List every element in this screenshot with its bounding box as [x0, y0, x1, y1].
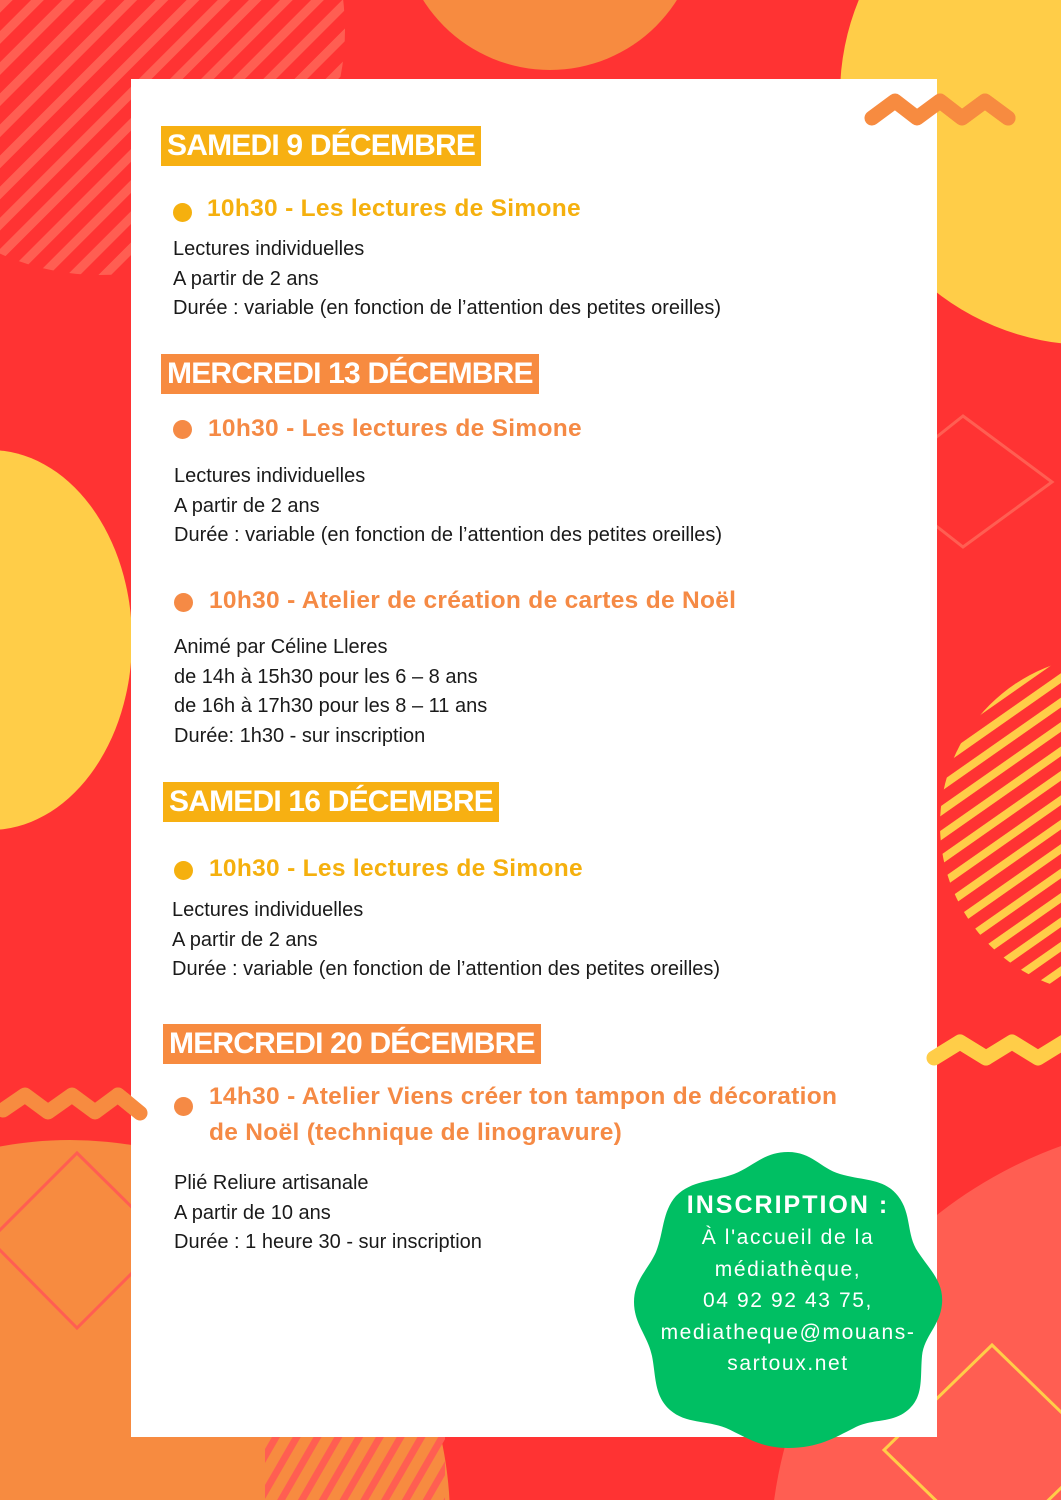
yellow-circle-left	[0, 450, 132, 830]
detail-line: Animé par Céline Lleres	[174, 636, 388, 658]
event-details	[174, 462, 722, 551]
striped-circle-right	[940, 655, 1061, 995]
event-title: 10h30 - Les lectures de Simone	[208, 415, 582, 442]
event-details	[173, 235, 721, 324]
detail-line: Plié Reliure artisanale	[174, 1172, 369, 1194]
event-details	[174, 1169, 482, 1258]
day-heading-mercredi-20: MERCREDI 20 DÉCEMBRE	[163, 1024, 541, 1064]
inscription-title: INSCRIPTION :	[686, 1191, 890, 1219]
event-title-line: de Noël (technique de linogravure)	[209, 1119, 623, 1146]
inscription-text	[632, 1188, 944, 1380]
detail-line: A partir de 2 ans	[173, 267, 319, 290]
day-heading-samedi-16: SAMEDI 16 DÉCEMBRE	[163, 782, 499, 822]
event-title: 10h30 - Les lectures de Simone	[209, 855, 583, 882]
detail-line: A partir de 10 ans	[174, 1201, 331, 1224]
event-title-line: 14h30 - Atelier Viens créer ton tampon de décoration	[209, 1083, 838, 1110]
detail-line: A partir de 2 ans	[174, 494, 320, 517]
detail-line: Durée: 1h30 - sur inscription	[174, 724, 426, 747]
detail-line: de 16h à 17h30 pour les 8 – 11 ans	[174, 695, 488, 718]
orange-circle-top	[400, 0, 700, 70]
event-title: 10h30 - Les lectures de Simone	[207, 195, 581, 222]
bullet-icon	[173, 203, 192, 222]
inscription-badge	[632, 1148, 944, 1448]
event-title: 10h30 - Atelier de création de cartes de Noël	[209, 587, 737, 614]
detail-line: A partir de 2 ans	[172, 928, 318, 951]
detail-line: Durée : variable (en fonction de l’attention des petites oreilles)	[173, 297, 722, 320]
day-heading-samedi-9: SAMEDI 9 DÉCEMBRE	[161, 126, 481, 166]
inscription-line: médiathèque,	[714, 1257, 862, 1281]
bullet-icon	[173, 420, 192, 439]
detail-line: Lectures individuelles	[172, 899, 364, 921]
zigzag-left	[3, 1095, 140, 1113]
event-details	[172, 896, 720, 985]
detail-line: Durée : variable (en fonction de l’attention des petites oreilles)	[174, 524, 723, 547]
bullet-icon	[174, 593, 193, 612]
inscription-email: mediatheque@mouans-	[660, 1320, 916, 1344]
detail-line: Lectures individuelles	[173, 238, 365, 260]
bullet-icon	[174, 1097, 193, 1116]
detail-line: Durée : variable (en fonction de l’attention des petites oreilles)	[172, 958, 721, 981]
inscription-phone: 04 92 92 43 75,	[703, 1289, 873, 1312]
inscription-email: sartoux.net	[727, 1352, 849, 1375]
event-details	[174, 633, 487, 751]
zigzag-right	[934, 1042, 1061, 1058]
bullet-icon	[174, 861, 193, 880]
day-heading-mercredi-13: MERCREDI 13 DÉCEMBRE	[161, 354, 539, 394]
event-title	[209, 1079, 837, 1151]
detail-line: de 14h à 15h30 pour les 6 – 8 ans	[174, 665, 478, 688]
detail-line: Lectures individuelles	[174, 465, 366, 487]
detail-line: Durée : 1 heure 30 - sur inscription	[174, 1231, 482, 1254]
inscription-line: À l'accueil de la	[701, 1226, 875, 1249]
